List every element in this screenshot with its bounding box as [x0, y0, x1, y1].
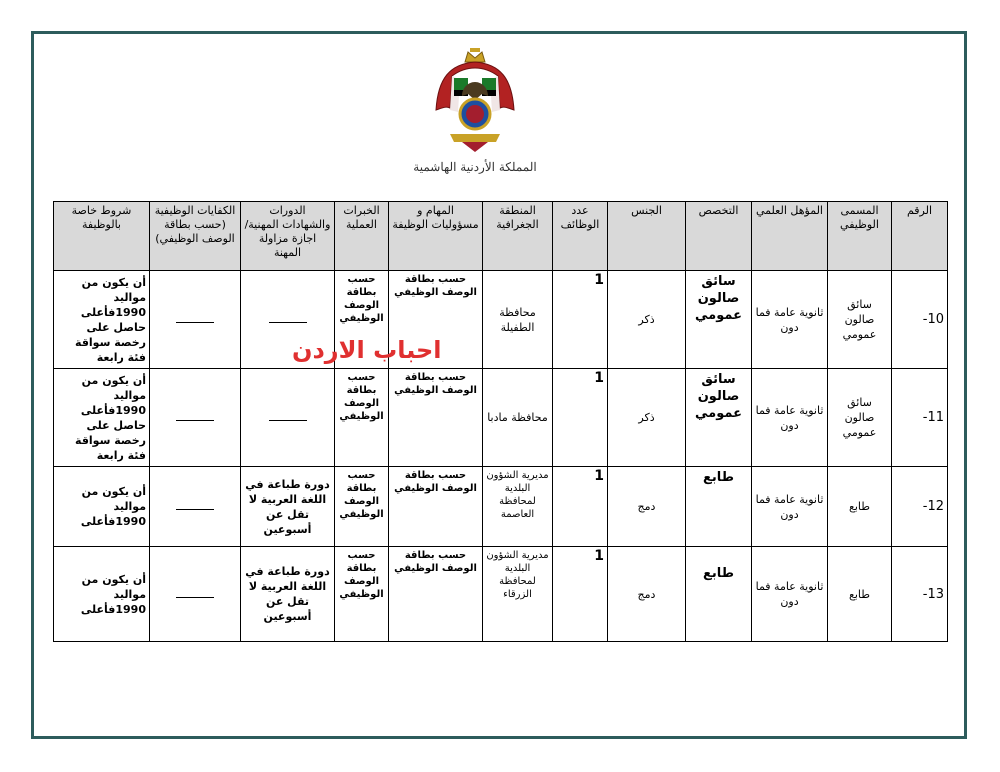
- row-region: مديرية الشؤون البلدية لمحافظة الزرقاء: [483, 547, 553, 642]
- row-specialty: طابع: [686, 547, 752, 642]
- header-number: الرقم: [892, 202, 948, 271]
- row-number: 10-: [892, 271, 948, 369]
- row-job-count: 1: [553, 467, 608, 547]
- row-gender: دمج: [608, 547, 686, 642]
- empty-dash: [176, 322, 214, 323]
- header-tasks: المهام و مسؤوليات الوظيفة: [389, 202, 483, 271]
- header-competencies: الكفايات الوظيفية (حسب بطاقة الوصف الوظيفي): [150, 202, 241, 271]
- row-specialty: طابع: [686, 467, 752, 547]
- row-region: محافظة الطفيلة: [483, 271, 553, 369]
- row-competencies: [150, 467, 241, 547]
- table-row: [54, 369, 948, 467]
- row-gender: ذكر: [608, 271, 686, 369]
- row-number: 11-: [892, 369, 948, 467]
- row-specialty: سائق صالون عمومي: [686, 369, 752, 467]
- row-specialty: سائق صالون عمومي: [686, 271, 752, 369]
- row-conditions: أن يكون من مواليد 1990فأعلى حاصل على رخصة سواقة فئة رابعة: [54, 369, 150, 467]
- row-job-title: طابع: [828, 547, 892, 642]
- row-tasks: حسب بطاقة الوصف الوظيفي: [389, 467, 483, 547]
- header-experience: الخبرات العملية: [335, 202, 389, 271]
- row-gender: ذكر: [608, 369, 686, 467]
- row-job-title: طابع: [828, 467, 892, 547]
- row-qualification: ثانوية عامة فما دون: [752, 271, 828, 369]
- row-job-title: سائق صالون عمومي: [828, 369, 892, 467]
- row-competencies: [150, 271, 241, 369]
- header-courses: الدورات والشهادات المهنية/اجازة مزاولة المهنة: [241, 202, 335, 271]
- row-tasks: حسب بطاقة الوصف الوظيفي: [389, 369, 483, 467]
- empty-dash: [269, 322, 307, 323]
- header-qualification: المؤهل العلمي: [752, 202, 828, 271]
- row-number: 13-: [892, 547, 948, 642]
- row-conditions: أن يكون من مواليد 1990فأعلى حاصل على رخصة سواقة فئة رابعة: [54, 271, 150, 369]
- table-row: [54, 467, 948, 547]
- row-region: محافظة مادبا: [483, 369, 553, 467]
- kingdom-name: المملكة الأردنية الهاشمية: [413, 160, 537, 174]
- table-row: [54, 547, 948, 642]
- watermark-text: احباب الاردن: [292, 336, 442, 364]
- row-courses: [241, 369, 335, 467]
- table-header-row: [54, 202, 948, 271]
- row-tasks: حسب بطاقة الوصف الوظيفي: [389, 547, 483, 642]
- row-conditions: أن يكون من مواليد 1990فأعلى: [54, 467, 150, 547]
- row-gender: دمج: [608, 467, 686, 547]
- row-experience: حسب بطاقة الوصف الوظيفي: [335, 369, 389, 467]
- row-job-title: سائق صالون عمومي: [828, 271, 892, 369]
- row-job-count: 1: [553, 271, 608, 369]
- row-qualification: ثانوية عامة فما دون: [752, 467, 828, 547]
- header-region: المنطقة الجغرافية: [483, 202, 553, 271]
- empty-dash: [269, 420, 307, 421]
- row-qualification: ثانوية عامة فما دون: [752, 547, 828, 642]
- row-number: 12-: [892, 467, 948, 547]
- row-region: مديرية الشؤون البلدية لمحافظة العاصمة: [483, 467, 553, 547]
- header-gender: الجنس: [608, 202, 686, 271]
- table-row: [54, 271, 948, 369]
- header-specialty: التخصص: [686, 202, 752, 271]
- empty-dash: [176, 509, 214, 510]
- row-competencies: [150, 547, 241, 642]
- row-tasks: حسب بطاقة الوصف الوظيفي: [389, 271, 483, 369]
- empty-dash: [176, 597, 214, 598]
- header-conditions: شروط خاصة بالوظيفة: [54, 202, 150, 271]
- row-job-count: 1: [553, 369, 608, 467]
- header-job-count: عدد الوظائف: [553, 202, 608, 271]
- row-experience: حسب بطاقة الوصف الوظيفي: [335, 271, 389, 369]
- row-courses: دورة طباعة في اللغة العربية لا تقل عن أسبوعين: [241, 547, 335, 642]
- row-qualification: ثانوية عامة فما دون: [752, 369, 828, 467]
- row-experience: حسب بطاقة الوصف الوظيفي: [335, 467, 389, 547]
- row-courses: دورة طباعة في اللغة العربية لا تقل عن أسبوعين: [241, 467, 335, 547]
- row-competencies: [150, 369, 241, 467]
- row-job-count: 1: [553, 547, 608, 642]
- row-conditions: أن يكون من مواليد 1990فأعلى: [54, 547, 150, 642]
- jordan-coat-of-arms-icon: [432, 48, 518, 153]
- header-job-title: المسمى الوظيفي: [828, 202, 892, 271]
- row-experience: حسب بطاقة الوصف الوظيفي: [335, 547, 389, 642]
- empty-dash: [176, 420, 214, 421]
- jobs-table: [53, 201, 948, 642]
